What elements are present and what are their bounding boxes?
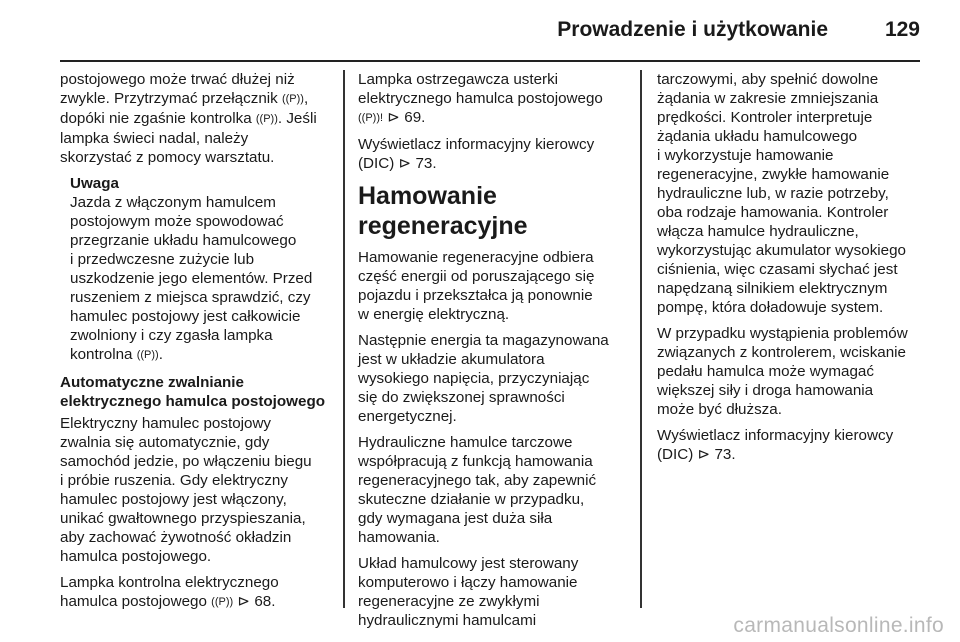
- triangle-arrow-icon: ⊳: [398, 155, 412, 172]
- brake-warning-icon: ((P)): [255, 113, 278, 125]
- paragraph: [60, 70, 328, 167]
- text-line: kontrolna ((P)).: [70, 346, 163, 363]
- text-line: aby zachować żywotność okładzin: [60, 529, 292, 546]
- note-box: [70, 174, 328, 365]
- text-line: większej siły i droga hamowania: [657, 382, 874, 399]
- text-line: część energii od poruszającego się: [358, 268, 595, 285]
- text-line: regeneracyjne, zwykłe hamowanie: [657, 166, 890, 183]
- text-line: związanych z kontrolerem, wciskanie: [657, 344, 906, 361]
- text-line: skuteczne działanie w przypadku,: [358, 491, 585, 508]
- text-line: skorzystać z pomocy warsztatu.: [60, 149, 275, 166]
- section-title-line: elektrycznego hamulca postojowego: [60, 393, 325, 410]
- column-divider-2: [640, 70, 642, 608]
- page-header-title: Prowadzenie i użytkowanie: [557, 18, 828, 41]
- text-column-3: [657, 70, 925, 471]
- text-line: pojazdu i przekształca ją ponownie: [358, 287, 593, 304]
- text-line: Hamowanie regeneracyjne odbiera: [358, 249, 594, 266]
- paragraph: [60, 573, 328, 612]
- text-line: Wyświetlacz informacyjny kierowcy: [657, 427, 894, 444]
- text-line: i przedwczesne zużycie lub: [70, 251, 255, 268]
- paragraph: [358, 135, 628, 173]
- text-line: współpracują z funkcją hamowania: [358, 453, 593, 470]
- text-line: zwalnia się automatycznie, gdy: [60, 434, 270, 451]
- brake-warning-icon: ((P)): [211, 596, 234, 608]
- brake-fault-icon: ((P))!: [358, 112, 384, 124]
- text-line: [358, 108, 628, 128]
- text-line: lampka świeci nadal, należy: [60, 130, 249, 147]
- text-line: komputerowo i łączy hamowanie: [358, 574, 578, 591]
- text-line: pedału hamulca może wymagać: [657, 363, 874, 380]
- text-line: hamulca postojowego ((P)) ⊳ 68.: [60, 593, 276, 610]
- page-number: 129: [884, 18, 920, 41]
- triangle-arrow-icon: ⊳: [697, 446, 711, 463]
- text-line: unikać gwałtownego przyspieszania,: [60, 510, 306, 527]
- text-line: Układ hamulcowy jest sterowany: [358, 555, 579, 572]
- text-line: wykorzystując akumulator wysokiego: [657, 242, 906, 259]
- text-line: uszkodzenie jego elementów. Przed: [70, 270, 313, 287]
- text-column-1: [60, 70, 328, 619]
- text-line: ciśnienia, więc czasami słychać jest: [657, 261, 898, 278]
- text-line: (DIC) ⊳ 73.: [358, 155, 437, 172]
- paragraph: [657, 324, 925, 419]
- paragraph: [358, 331, 628, 426]
- note-title: Uwaga: [70, 175, 119, 192]
- text-line: energetycznej.: [358, 408, 457, 425]
- section-title-line: Automatyczne zwalnianie: [60, 374, 244, 391]
- text-line: hydraulicznymi hamulcami: [358, 612, 537, 629]
- text-line: postojowym może spowodować: [70, 213, 284, 230]
- heading-line: regeneracyjne: [358, 212, 528, 240]
- text-line: Elektryczny hamulec postojowy: [60, 415, 272, 432]
- text-line: się do zwiększonej sprawności: [358, 389, 565, 406]
- section-heading: [358, 181, 628, 241]
- cross-reference-link[interactable]: ⊳ 68.: [237, 593, 276, 610]
- text-line: Lampka ostrzegawcza usterki: [358, 71, 559, 88]
- header-rule: [60, 60, 920, 62]
- text-line: oba rodzaje hamowania. Kontroler: [657, 204, 889, 221]
- cross-reference-link[interactable]: ⊳ 73.: [697, 446, 736, 463]
- text-line: hamowania.: [358, 529, 440, 546]
- text-line: włącza hamulce hydrauliczne,: [657, 223, 859, 240]
- text-line: elektrycznego hamulca postojowego: [358, 90, 603, 107]
- cross-reference-link[interactable]: ⊳ 69.: [387, 109, 426, 126]
- paragraph: [657, 426, 925, 464]
- text-line: postojowego może trwać dłużej niż: [60, 71, 295, 88]
- text-line: hamulec postojowy jest całkowicie: [70, 308, 301, 325]
- text-line: prędkości. Kontroler interpretuje: [657, 109, 873, 126]
- text-line: tarczowymi, aby spełnić dowolne: [657, 71, 879, 88]
- section-title: [60, 373, 328, 411]
- text-line: regeneracyjnego tak, aby zapewnić: [358, 472, 597, 489]
- text-line: Lampka kontrolna elektrycznego: [60, 574, 279, 591]
- paragraph: [358, 70, 628, 128]
- text-line: Jazda z włączonym hamulcem: [70, 194, 276, 211]
- text-column-2: [358, 70, 628, 637]
- text-line: wysokiego napięcia, przyczyniając: [358, 370, 590, 387]
- text-line: samochód jedzie, po włączeniu biegu: [60, 453, 312, 470]
- text-line: hamulec postojowy jest włączony,: [60, 491, 287, 508]
- text-line: Hydrauliczne hamulce tarczowe: [358, 434, 573, 451]
- text-line: pompę, która doładowuje system.: [657, 299, 884, 316]
- text-line: i wykorzystuje hamowanie: [657, 147, 834, 164]
- text-line: może być dłuższa.: [657, 401, 782, 418]
- text-line: dopóki nie zgaśnie kontrolka ((P)). Jeśli: [60, 110, 317, 127]
- text-line: w energię elektryczną.: [358, 306, 510, 323]
- paragraph: [60, 414, 328, 566]
- cross-reference-link[interactable]: ⊳ 73.: [398, 155, 437, 172]
- text-line: przegrzanie układu hamulcowego: [70, 232, 297, 249]
- brake-warning-icon: ((P)): [281, 93, 304, 105]
- text-line: jest w układzie akumulatora: [358, 351, 545, 368]
- text-line: Wyświetlacz informacyjny kierowcy: [358, 136, 595, 153]
- text-line: zwykle. Przytrzymać przełącznik ((P)),: [60, 90, 309, 107]
- text-line: żądania układu hamulcowego: [657, 128, 858, 145]
- text-line: Następnie energia ta magazynowana: [358, 332, 609, 349]
- text-line: gdy wymagana jest duża siła: [358, 510, 553, 527]
- text-line: hamulca postojowego.: [60, 548, 212, 565]
- text-line: żądania w zakresie zmniejszania: [657, 90, 879, 107]
- paragraph: [358, 248, 628, 324]
- paragraph: [358, 554, 628, 630]
- triangle-arrow-icon: ⊳: [237, 593, 251, 610]
- paragraph: [657, 70, 925, 317]
- text-line: napędzaną silnikiem elektrycznym: [657, 280, 888, 297]
- brake-warning-icon: ((P)): [136, 349, 159, 361]
- text-line: zwolniony i czy zgasła lampka: [70, 327, 273, 344]
- text-line: W przypadku wystąpienia problemów: [657, 325, 908, 342]
- paragraph: [358, 433, 628, 547]
- text-line: regeneracyjne ze zwykłymi: [358, 593, 540, 610]
- heading-line: Hamowanie: [358, 182, 497, 210]
- text-line: ruszeniem z miejsca sprawdzić, czy: [70, 289, 311, 306]
- text-line: i próbie ruszenia. Gdy elektryczny: [60, 472, 288, 489]
- watermark: carmanualsonline.info: [733, 614, 944, 637]
- text-line: hydrauliczne lub, w razie potrzeby,: [657, 185, 889, 202]
- text-line: (DIC) ⊳ 73.: [657, 446, 736, 463]
- column-divider-1: [343, 70, 345, 608]
- triangle-arrow-icon: ⊳: [387, 109, 401, 126]
